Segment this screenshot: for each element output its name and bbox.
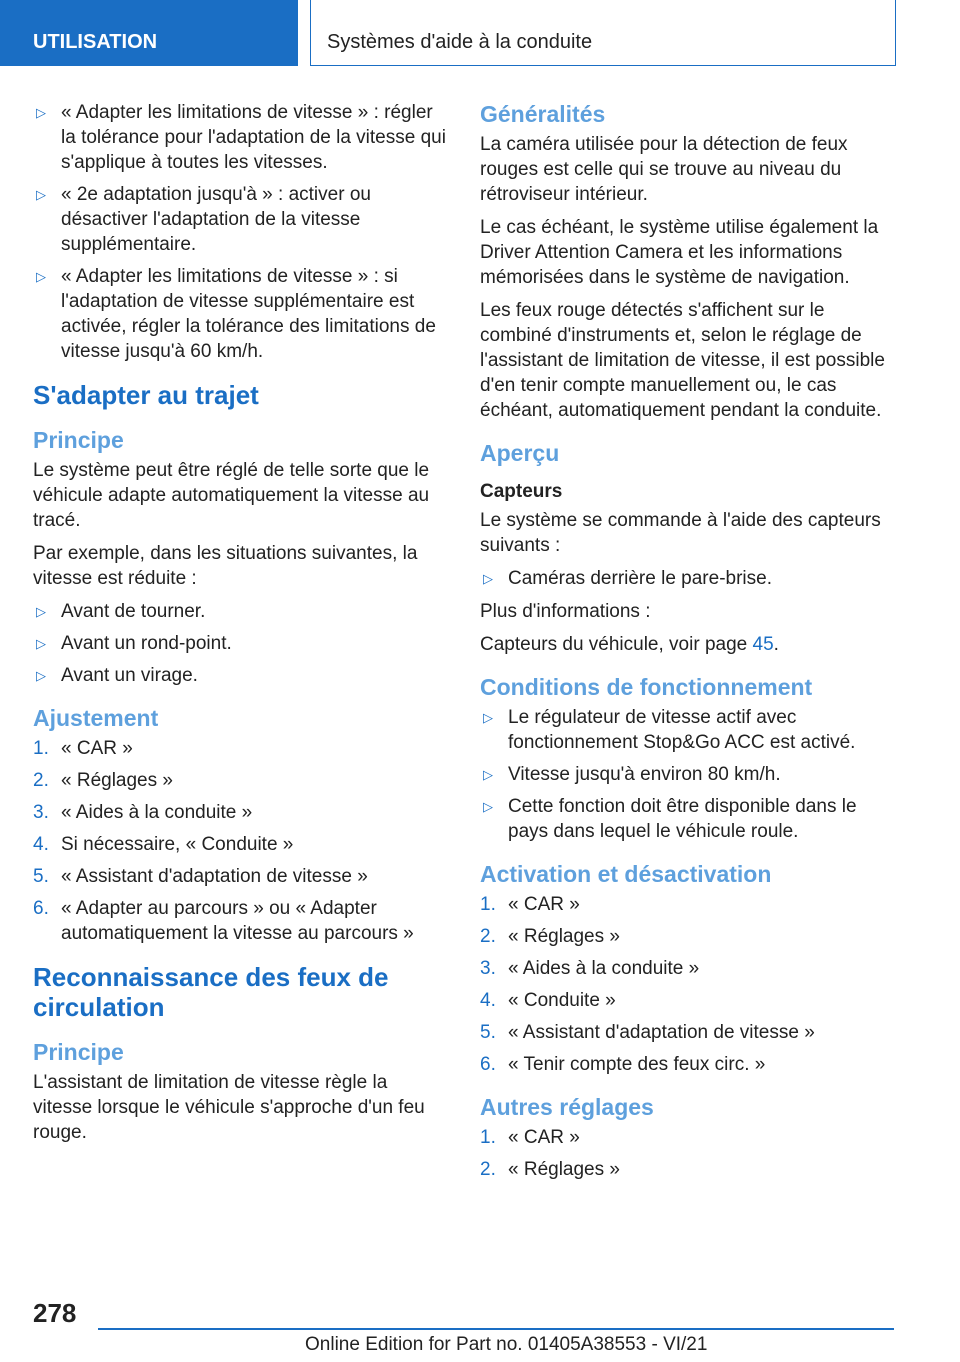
intro-bullet-list — [33, 100, 451, 364]
page-number: 278 — [33, 1298, 77, 1328]
list-item: 4. Si nécessaire, « Conduite » — [33, 834, 294, 855]
chapter-title: Systèmes d'aide à la conduite — [310, 0, 896, 66]
triangle-bullet-icon: ▷ — [483, 571, 493, 586]
numbered-list — [33, 736, 451, 946]
list-item: 1. « CAR » — [480, 894, 580, 915]
triangle-bullet-icon: ▷ — [36, 604, 46, 619]
paragraph: Le système se commande à l'aide des capteurs suivants : — [480, 510, 881, 556]
subsection-heading: Principe — [33, 1039, 124, 1065]
triangle-bullet-icon: ▷ — [36, 668, 46, 683]
paragraph: Par exemple, dans les situations suivantes, la vitesse est réduite : — [33, 543, 418, 589]
paragraph: Capteurs du véhicule, voir page 45. — [480, 634, 779, 655]
list-item: 6. « Tenir compte des feux circ. » — [480, 1054, 766, 1075]
section-heading: Reconnaissance des feux de circulation — [33, 962, 389, 1022]
paragraph: L'assistant de limitation de vitesse règle la vitesse lorsque le véhicule s'approche d'un feu rouge. — [33, 1072, 425, 1143]
bullet-list — [480, 566, 892, 591]
subsection-heading: Activation et désactivation — [480, 861, 772, 887]
triangle-bullet-icon: ▷ — [36, 105, 46, 120]
bullet-list — [480, 705, 892, 844]
subsection-heading: Ajustement — [33, 705, 159, 731]
list-item: ▷ « Adapter les limitations de vitesse » : si l'adaptation de vitesse supplémentaire est activée, régler la tolérance des limitations de vitesse jusqu'à 60 km/h. — [36, 266, 436, 362]
list-item: ▷ Caméras derrière le pare-brise. — [483, 568, 772, 589]
paragraph: Plus d'informations : — [480, 601, 651, 622]
list-item: 2. « Réglages » — [33, 770, 173, 791]
paragraph: Le système peut être réglé de telle sorte que le véhicule adapte automatiquement la vitesse au tracé. — [33, 460, 430, 531]
paragraph: Les feux rouge détectés s'affichent sur le combiné d'instruments et, selon le réglage de l'assistant de limitation de vitesse, il est possible d'en tenir compte manuellement ou, le cas échéant, automatiquement pendant la conduite. — [480, 300, 885, 421]
footer-divider — [98, 1328, 894, 1330]
triangle-bullet-icon: ▷ — [483, 710, 493, 725]
list-item: ▷ Avant de tourner. — [36, 601, 206, 622]
subsection-heading: Principe — [33, 427, 124, 453]
bullet-list — [33, 599, 451, 688]
list-item: 1. « CAR » — [33, 738, 133, 759]
section-tab: UTILISATION — [0, 0, 298, 66]
triangle-bullet-icon: ▷ — [483, 767, 493, 782]
list-item: 5. « Assistant d'adaptation de vitesse » — [480, 1022, 815, 1043]
numbered-list — [480, 1125, 892, 1182]
list-item: ▷ Avant un rond-point. — [36, 633, 232, 654]
triangle-bullet-icon: ▷ — [36, 636, 46, 651]
page-header — [0, 0, 960, 66]
paragraph: La caméra utilisée pour la détection de feux rouges est celle qui se trouve au niveau du rétroviseur intérieur. — [480, 134, 848, 205]
list-item: ▷ « Adapter les limitations de vitesse » : régler la tolérance pour l'adaptation de la vitesse qui s'applique à toutes les vitesses. — [36, 102, 446, 173]
list-item: 6. « Adapter au parcours » ou « Adapter automatiquement la vitesse au parcours » — [33, 898, 414, 944]
footer-edition: Online Edition for Part no. 01405A38553 - VI/21 — [305, 1334, 708, 1355]
list-item: ▷ Cette fonction doit être disponible dans le pays dans lequel le véhicule roule. — [483, 796, 857, 842]
page-link[interactable]: 45 — [752, 634, 774, 655]
list-item: 3. « Aides à la conduite » — [33, 802, 253, 823]
subsection-heading: Aperçu — [480, 440, 560, 466]
list-item: 1. « CAR » — [480, 1127, 580, 1148]
list-item: 2. « Réglages » — [480, 1159, 620, 1180]
subsection-heading: Généralités — [480, 101, 606, 127]
list-item: ▷ Avant un virage. — [36, 665, 198, 686]
subsection-heading: Autres réglages — [480, 1094, 654, 1120]
triangle-bullet-icon: ▷ — [483, 799, 493, 814]
list-item: 3. « Aides à la conduite » — [480, 958, 700, 979]
list-item: ▷ « 2e adaptation jusqu'à » : activer ou désactiver l'adaptation de la vitesse supplémentaire. — [36, 184, 371, 255]
list-item: 2. « Réglages » — [480, 926, 620, 947]
minor-heading: Capteurs — [480, 481, 563, 502]
list-item: ▷ Vitesse jusqu'à environ 80 km/h. — [483, 764, 781, 785]
list-item: ▷ Le régulateur de vitesse actif avec fonctionnement Stop&Go ACC est activé. — [483, 707, 856, 753]
left-column — [33, 100, 451, 1153]
section-heading: S'adapter au trajet — [33, 380, 259, 410]
right-column — [480, 100, 892, 1190]
triangle-bullet-icon: ▷ — [36, 269, 46, 284]
list-item: 5. « Assistant d'adaptation de vitesse » — [33, 866, 368, 887]
paragraph: Le cas échéant, le système utilise également la Driver Attention Camera et les informations mémorisées dans le système de navigation. — [480, 217, 879, 288]
subsection-heading: Conditions de fonctionnement — [480, 674, 813, 700]
numbered-list — [480, 892, 892, 1077]
triangle-bullet-icon: ▷ — [36, 187, 46, 202]
list-item: 4. « Conduite » — [480, 990, 616, 1011]
